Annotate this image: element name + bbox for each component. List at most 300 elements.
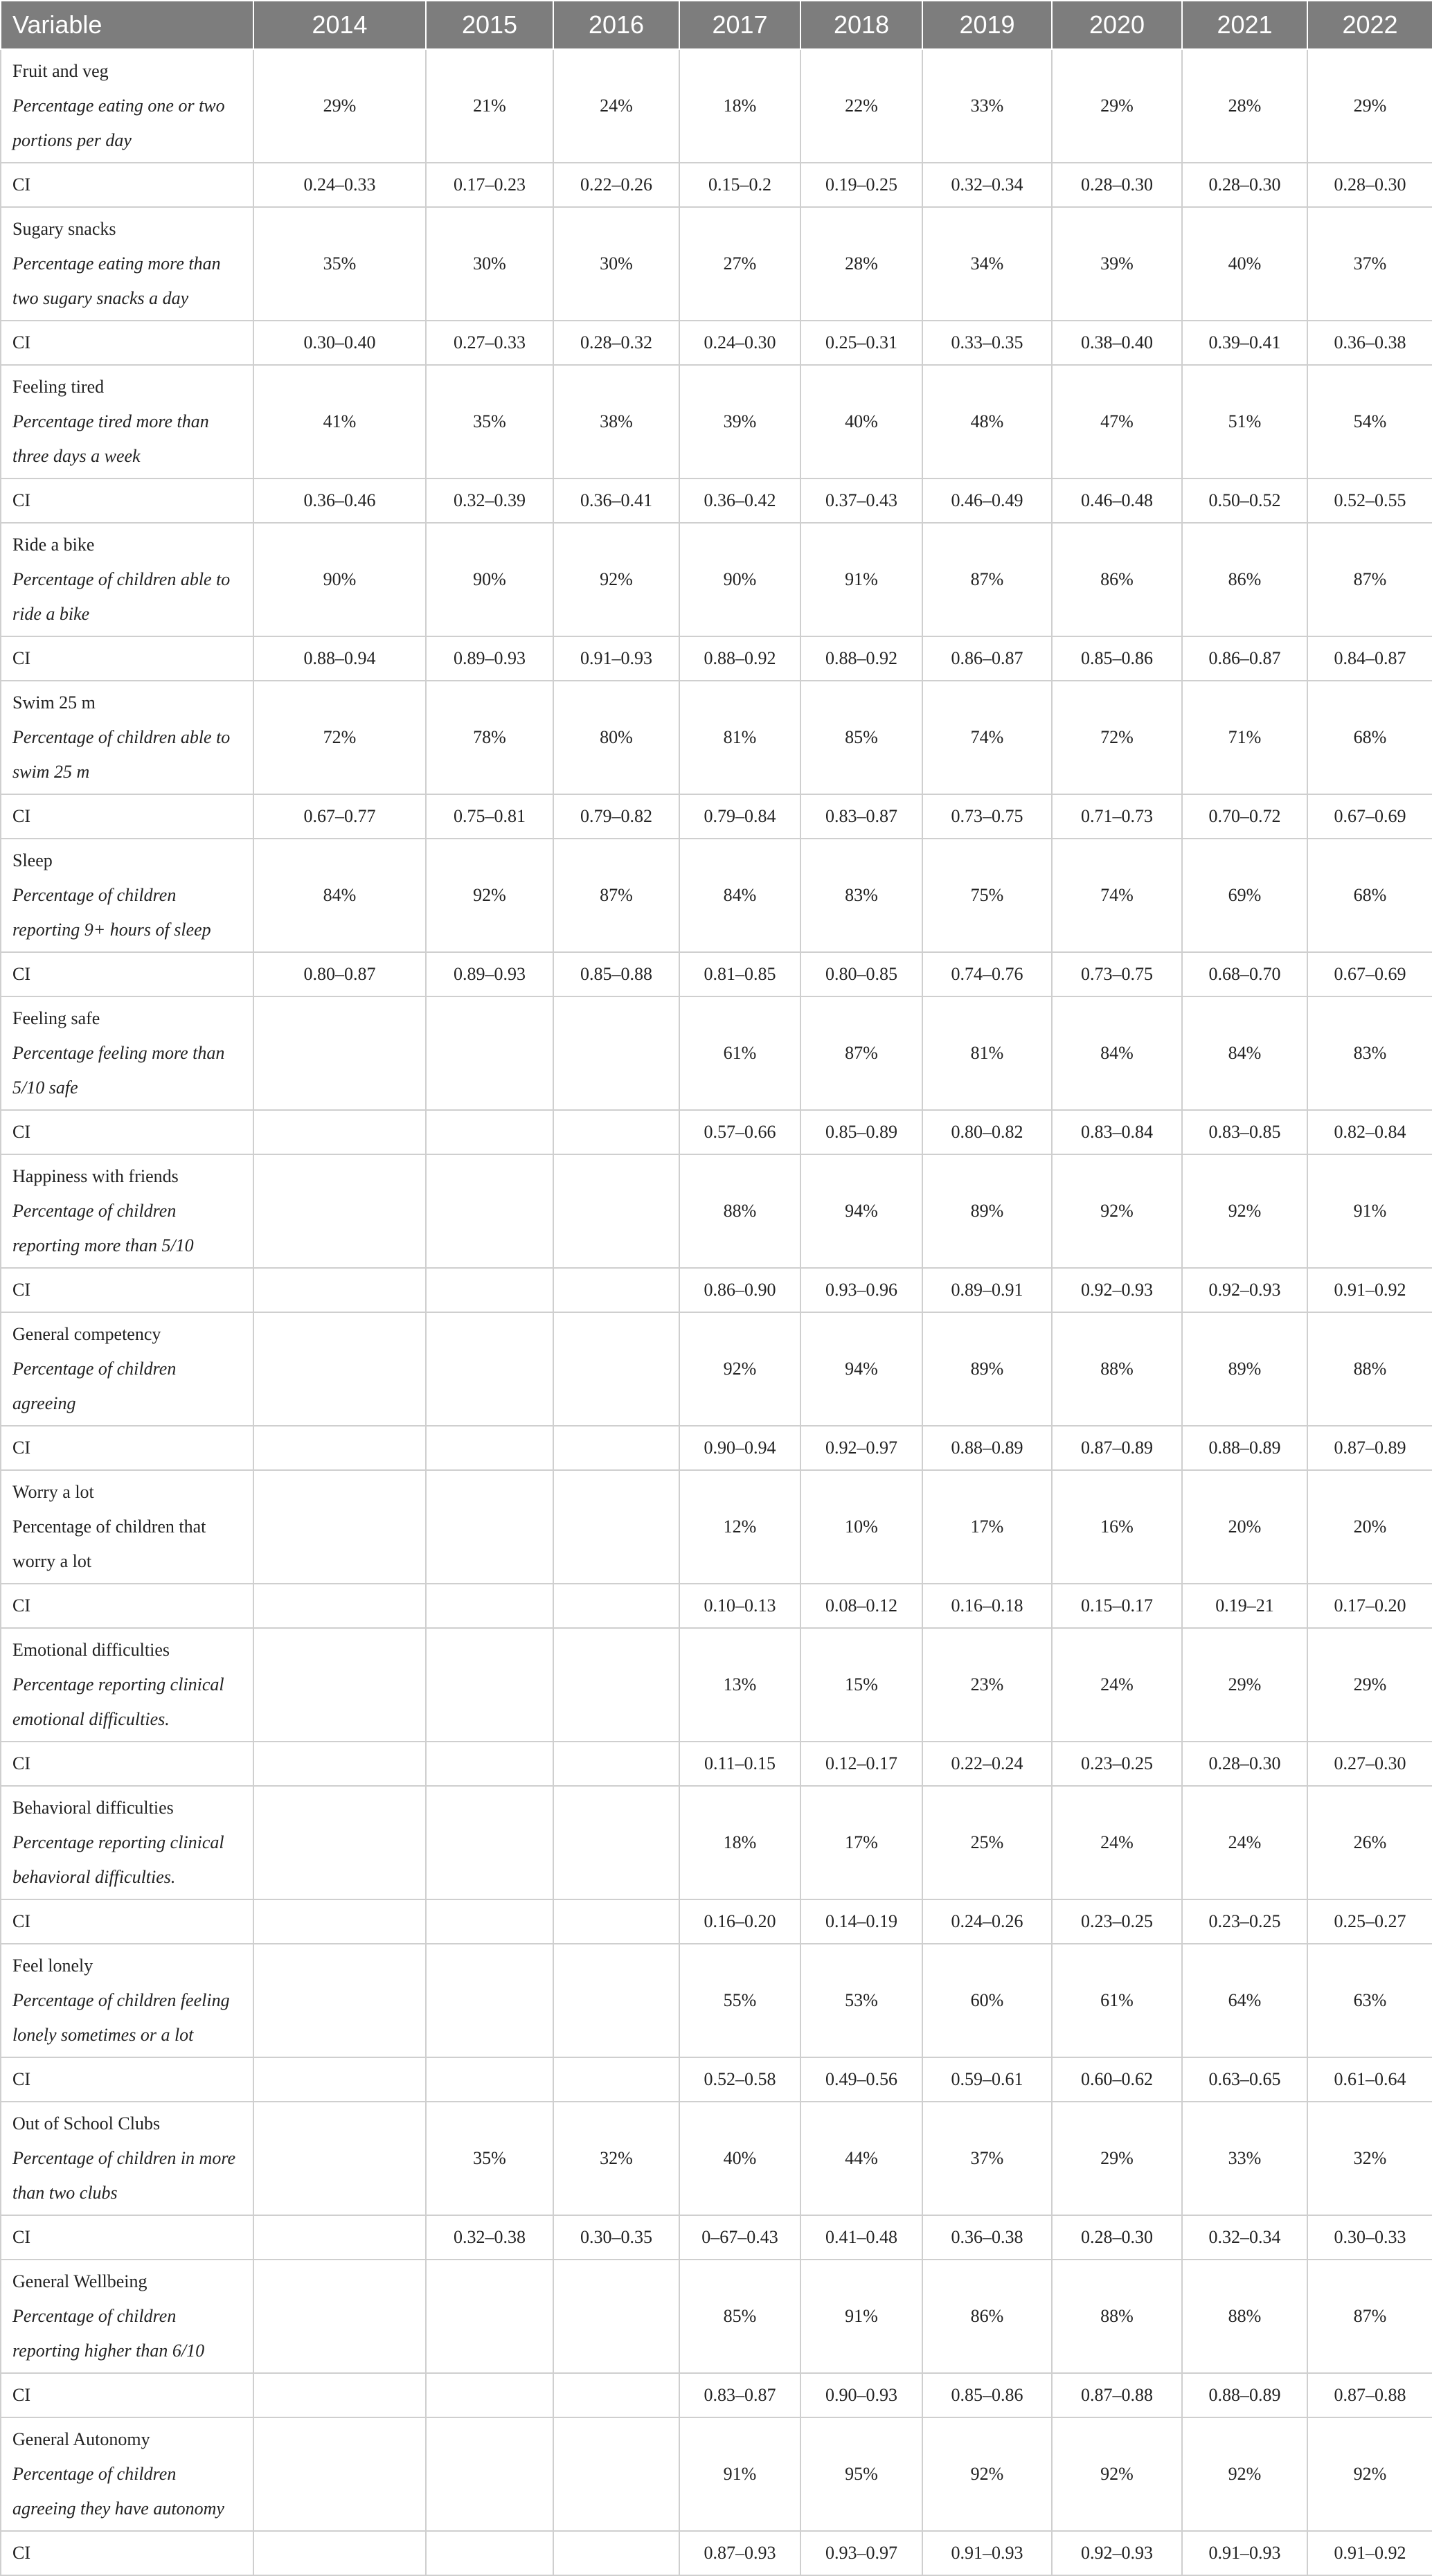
ci-cell: 0.32–0.34 [1182,2215,1307,2260]
ci-cell: 0.80–0.85 [800,952,922,996]
variable-description: Percentage of children reporting more than 5/10 [12,1201,194,1255]
ci-cell: 0.60–0.62 [1052,2057,1182,2102]
ci-cell: 0.63–0.65 [1182,2057,1307,2102]
variable-cell [1,839,253,952]
value-cell: 48% [922,365,1052,478]
value-cell [426,1944,553,2057]
value-cell: 90% [253,523,426,636]
ci-row [1,794,1432,839]
ci-cell: 0.27–0.33 [426,321,553,365]
table-row [1,207,1432,321]
variable-cell [1,2417,253,2531]
value-cell: 20% [1307,1470,1432,1584]
ci-cell: 0.36–0.38 [1307,321,1432,365]
value-cell: 35% [426,365,553,478]
value-cell: 68% [1307,681,1432,794]
value-cell: 88% [1052,1312,1182,1426]
value-cell: 28% [800,207,922,321]
variable-name: Behavioral difficulties [12,1798,174,1818]
ci-cell: 0.83–0.87 [800,794,922,839]
value-cell: 13% [679,1628,800,1742]
ci-cell [553,1584,679,1628]
value-cell: 88% [1182,2260,1307,2373]
ci-label: CI [1,2215,253,2260]
ci-cell: 0.71–0.73 [1052,794,1182,839]
value-cell: 24% [1052,1628,1182,1742]
variable-description: Percentage reporting clinical behavioral difficulties. [12,1832,224,1887]
table-row [1,523,1432,636]
value-cell [426,2417,553,2531]
value-cell: 61% [679,996,800,1110]
value-cell: 26% [1307,1786,1432,1899]
ci-cell: 0.88–0.92 [679,636,800,681]
ci-cell: 0.90–0.94 [679,1426,800,1470]
value-cell: 87% [553,839,679,952]
ci-cell [253,1110,426,1154]
ci-cell: 0.08–0.12 [800,1584,922,1628]
value-cell: 63% [1307,1944,1432,2057]
value-cell: 95% [800,2417,922,2531]
value-cell: 94% [800,1312,922,1426]
variable-description: Percentage of children reporting higher than 6/10 [12,2306,205,2361]
column-header-year: 2021 [1182,1,1307,49]
ci-cell: 0.92–0.93 [1052,2531,1182,2575]
ci-label: CI [1,636,253,681]
value-cell [253,1786,426,1899]
value-cell: 15% [800,1628,922,1742]
value-cell: 32% [1307,2102,1432,2215]
ci-row [1,2057,1432,2102]
ci-label: CI [1,321,253,365]
value-cell [253,1944,426,2057]
ci-cell: 0.91–0.92 [1307,2531,1432,2575]
ci-cell [253,1742,426,1786]
ci-cell: 0.49–0.56 [800,2057,922,2102]
table-row [1,49,1432,163]
ci-cell: 0.89–0.93 [426,952,553,996]
ci-cell: 0.24–0.30 [679,321,800,365]
ci-cell: 0.91–0.93 [922,2531,1052,2575]
ci-cell: 0.85–0.86 [922,2373,1052,2417]
value-cell: 91% [800,2260,922,2373]
ci-cell [426,1110,553,1154]
ci-label: CI [1,2057,253,2102]
ci-cell [553,2057,679,2102]
value-cell: 83% [1307,996,1432,1110]
ci-cell [553,1742,679,1786]
value-cell [253,1312,426,1426]
ci-cell: 0.90–0.93 [800,2373,922,2417]
ci-label: CI [1,2531,253,2575]
ci-cell: 0.85–0.88 [553,952,679,996]
ci-row [1,1110,1432,1154]
value-cell: 47% [1052,365,1182,478]
ci-cell: 0.92–0.97 [800,1426,922,1470]
ci-cell: 0.81–0.85 [679,952,800,996]
value-cell: 35% [253,207,426,321]
value-cell: 89% [1182,1312,1307,1426]
variable-name: Emotional difficulties [12,1640,170,1660]
ci-cell: 0.10–0.13 [679,1584,800,1628]
variable-name: Out of School Clubs [12,2113,161,2134]
value-cell [553,1628,679,1742]
variable-cell [1,365,253,478]
variable-description: Percentage of children that worry a lot [12,1517,206,1571]
ci-cell [253,1584,426,1628]
column-header-year: 2015 [426,1,553,49]
ci-cell [553,1110,679,1154]
ci-row [1,478,1432,523]
ci-cell: 0.83–0.84 [1052,1110,1182,1154]
value-cell: 72% [1052,681,1182,794]
ci-cell: 0.52–0.58 [679,2057,800,2102]
header-row [1,1,1432,49]
table-row [1,2260,1432,2373]
value-cell: 25% [922,1786,1052,1899]
ci-cell: 0.88–0.89 [1182,2373,1307,2417]
ci-label: CI [1,1899,253,1944]
table-row [1,681,1432,794]
value-cell [553,1786,679,1899]
value-cell: 29% [1052,49,1182,163]
value-cell: 86% [1182,523,1307,636]
ci-cell [426,2373,553,2417]
value-cell: 91% [1307,1154,1432,1268]
value-cell: 88% [679,1154,800,1268]
value-cell: 88% [1052,2260,1182,2373]
ci-cell: 0.87–0.93 [679,2531,800,2575]
variable-description: Percentage of children agreeing they have autonomy [12,2464,224,2519]
value-cell: 37% [922,2102,1052,2215]
variable-name: Happiness with friends [12,1166,179,1186]
ci-cell [426,2057,553,2102]
value-cell [553,1944,679,2057]
value-cell: 33% [922,49,1052,163]
ci-cell: 0.23–0.25 [1052,1742,1182,1786]
ci-cell: 0.93–0.97 [800,2531,922,2575]
value-cell: 35% [426,2102,553,2215]
ci-cell: 0.70–0.72 [1182,794,1307,839]
ci-cell [253,1899,426,1944]
value-cell: 86% [1052,523,1182,636]
variable-name: General Autonomy [12,2429,150,2449]
ci-cell: 0.24–0.33 [253,163,426,207]
ci-row [1,1899,1432,1944]
value-cell [426,1786,553,1899]
ci-cell: 0.88–0.94 [253,636,426,681]
variable-description: Percentage of children in more than two clubs [12,2148,236,2203]
ci-cell: 0.32–0.39 [426,478,553,523]
value-cell [253,2102,426,2215]
value-cell: 86% [922,2260,1052,2373]
ci-cell: 0.32–0.38 [426,2215,553,2260]
ci-cell: 0.36–0.38 [922,2215,1052,2260]
value-cell: 84% [1182,996,1307,1110]
ci-cell: 0.92–0.93 [1052,1268,1182,1312]
variable-description: Percentage of children agreeing [12,1359,177,1413]
ci-row [1,1742,1432,1786]
ci-cell: 0.88–0.92 [800,636,922,681]
value-cell: 90% [679,523,800,636]
ci-cell [253,2373,426,2417]
value-cell: 22% [800,49,922,163]
value-cell: 80% [553,681,679,794]
value-cell [253,1628,426,1742]
value-cell: 41% [253,365,426,478]
value-cell: 30% [553,207,679,321]
value-cell: 69% [1182,839,1307,952]
value-cell: 33% [1182,2102,1307,2215]
value-cell: 53% [800,1944,922,2057]
ci-cell: 0.91–0.92 [1307,1268,1432,1312]
ci-cell: 0.30–0.40 [253,321,426,365]
value-cell: 83% [800,839,922,952]
ci-cell: 0.23–0.25 [1052,1899,1182,1944]
value-cell: 38% [553,365,679,478]
ci-label: CI [1,1268,253,1312]
column-header-year: 2020 [1052,1,1182,49]
table-row [1,1312,1432,1426]
ci-cell: 0.79–0.84 [679,794,800,839]
ci-cell: 0.28–0.30 [1052,2215,1182,2260]
value-cell: 87% [1307,523,1432,636]
ci-row [1,636,1432,681]
ci-cell [553,1268,679,1312]
ci-cell [253,2531,426,2575]
value-cell: 91% [679,2417,800,2531]
value-cell: 81% [922,996,1052,1110]
ci-cell [426,1742,553,1786]
column-header-year: 2019 [922,1,1052,49]
ci-cell: 0.73–0.75 [1052,952,1182,996]
variable-cell [1,523,253,636]
ci-cell: 0.67–0.69 [1307,794,1432,839]
value-cell: 87% [1307,2260,1432,2373]
column-header-year: 2014 [253,1,426,49]
value-cell: 92% [1052,1154,1182,1268]
value-cell [426,1312,553,1426]
ci-cell: 0.88–0.89 [1182,1426,1307,1470]
value-cell: 21% [426,49,553,163]
value-cell [553,996,679,1110]
value-cell [426,2260,553,2373]
value-cell [426,996,553,1110]
ci-cell: 0.85–0.89 [800,1110,922,1154]
ci-cell [553,1899,679,1944]
value-cell [426,1154,553,1268]
ci-row [1,1426,1432,1470]
table-row [1,839,1432,952]
value-cell: 89% [922,1154,1052,1268]
variable-description: Percentage of children able to ride a bike [12,569,231,624]
variable-cell [1,1312,253,1426]
ci-cell: 0.33–0.35 [922,321,1052,365]
value-cell: 17% [922,1470,1052,1584]
ci-cell: 0.73–0.75 [922,794,1052,839]
value-cell [553,2417,679,2531]
value-cell [253,996,426,1110]
ci-row [1,952,1432,996]
value-cell: 74% [1052,839,1182,952]
value-cell: 85% [800,681,922,794]
value-cell: 24% [1182,1786,1307,1899]
variable-name: Ride a bike [12,535,95,555]
ci-cell: 0.19–0.25 [800,163,922,207]
ci-cell: 0.15–0.2 [679,163,800,207]
ci-cell: 0.80–0.82 [922,1110,1052,1154]
ci-cell: 0.93–0.96 [800,1268,922,1312]
ci-cell: 0–67–0.43 [679,2215,800,2260]
value-cell: 17% [800,1786,922,1899]
value-cell: 29% [1182,1628,1307,1742]
value-cell: 29% [1052,2102,1182,2215]
ci-cell: 0.46–0.49 [922,478,1052,523]
variable-name: General Wellbeing [12,2271,147,2291]
ci-cell: 0.87–0.89 [1052,1426,1182,1470]
variable-description: Percentage of children feeling lonely sometimes or a lot [12,1990,230,2045]
variable-cell [1,1786,253,1899]
value-cell: 60% [922,1944,1052,2057]
value-cell: 87% [800,996,922,1110]
ci-cell [253,1426,426,1470]
variable-cell [1,996,253,1110]
variable-name: Feel lonely [12,1956,93,1976]
ci-cell [426,1584,553,1628]
value-cell: 75% [922,839,1052,952]
value-cell: 24% [1052,1786,1182,1899]
value-cell: 40% [1182,207,1307,321]
table-body [1,49,1432,2575]
ci-cell: 0.87–0.88 [1307,2373,1432,2417]
ci-cell: 0.14–0.19 [800,1899,922,1944]
variable-description: Percentage eating one or two portions per day [12,96,225,150]
value-cell [553,1312,679,1426]
value-cell [253,1470,426,1584]
variable-cell [1,2102,253,2215]
value-cell: 92% [553,523,679,636]
ci-cell: 0.15–0.17 [1052,1584,1182,1628]
ci-cell [253,1268,426,1312]
ci-cell: 0.11–0.15 [679,1742,800,1786]
table-row [1,1944,1432,2057]
value-cell: 20% [1182,1470,1307,1584]
variable-name: Fruit and veg [12,61,109,81]
ci-cell: 0.91–0.93 [1182,2531,1307,2575]
variable-name: Feeling safe [12,1008,100,1028]
value-cell: 37% [1307,207,1432,321]
value-cell: 92% [1307,2417,1432,2531]
ci-cell: 0.84–0.87 [1307,636,1432,681]
variable-name: General competency [12,1324,161,1344]
table-row [1,1786,1432,1899]
ci-cell: 0.36–0.46 [253,478,426,523]
ci-cell: 0.24–0.26 [922,1899,1052,1944]
ci-cell [553,1426,679,1470]
ci-cell: 0.25–0.27 [1307,1899,1432,1944]
ci-cell: 0.86–0.87 [922,636,1052,681]
ci-cell: 0.57–0.66 [679,1110,800,1154]
value-cell [553,2260,679,2373]
value-cell: 92% [1182,1154,1307,1268]
variable-cell [1,1470,253,1584]
variable-cell [1,1628,253,1742]
value-cell: 78% [426,681,553,794]
ci-cell: 0.79–0.82 [553,794,679,839]
variable-cell [1,207,253,321]
value-cell: 55% [679,1944,800,2057]
ci-cell: 0.67–0.69 [1307,952,1432,996]
value-cell: 30% [426,207,553,321]
value-cell: 84% [1052,996,1182,1110]
value-cell: 72% [253,681,426,794]
variable-cell [1,1154,253,1268]
ci-cell: 0.52–0.55 [1307,478,1432,523]
ci-cell: 0.28–0.32 [553,321,679,365]
value-cell: 29% [1307,49,1432,163]
variable-cell [1,1944,253,2057]
ci-row [1,163,1432,207]
ci-cell [426,1426,553,1470]
table-row [1,365,1432,478]
ci-cell: 0.67–0.77 [253,794,426,839]
ci-cell: 0.88–0.89 [922,1426,1052,1470]
value-cell: 88% [1307,1312,1432,1426]
column-header-variable: Variable [1,1,253,49]
variable-description: Percentage of children able to swim 25 m [12,727,231,782]
value-cell: 18% [679,49,800,163]
value-cell: 71% [1182,681,1307,794]
value-cell [426,1628,553,1742]
ci-cell: 0.25–0.31 [800,321,922,365]
ci-cell: 0.22–0.24 [922,1742,1052,1786]
value-cell [553,1470,679,1584]
variable-name: Sugary snacks [12,219,116,239]
ci-cell: 0.83–0.87 [679,2373,800,2417]
table-row [1,2417,1432,2531]
ci-cell: 0.12–0.17 [800,1742,922,1786]
ci-cell: 0.46–0.48 [1052,478,1182,523]
ci-cell: 0.22–0.26 [553,163,679,207]
ci-cell: 0.23–0.25 [1182,1899,1307,1944]
ci-cell: 0.37–0.43 [800,478,922,523]
value-cell: 39% [1052,207,1182,321]
value-cell: 74% [922,681,1052,794]
ci-cell [426,2531,553,2575]
variable-name: Feeling tired [12,377,105,397]
value-cell: 12% [679,1470,800,1584]
value-cell: 18% [679,1786,800,1899]
ci-cell [253,2215,426,2260]
ci-label: CI [1,1110,253,1154]
ci-row [1,2373,1432,2417]
value-cell: 61% [1052,1944,1182,2057]
value-cell: 90% [426,523,553,636]
column-header-year: 2016 [553,1,679,49]
variable-description: Percentage of children reporting 9+ hours of sleep [12,885,211,940]
variable-description: Percentage tired more than three days a week [12,411,209,466]
ci-cell: 0.32–0.34 [922,163,1052,207]
ci-cell: 0.30–0.35 [553,2215,679,2260]
ci-cell: 0.91–0.93 [553,636,679,681]
ci-cell: 0.75–0.81 [426,794,553,839]
value-cell: 92% [426,839,553,952]
ci-cell: 0.74–0.76 [922,952,1052,996]
value-cell: 54% [1307,365,1432,478]
ci-cell: 0.19–21 [1182,1584,1307,1628]
value-cell: 94% [800,1154,922,1268]
ci-cell: 0.87–0.88 [1052,2373,1182,2417]
table-row [1,1470,1432,1584]
